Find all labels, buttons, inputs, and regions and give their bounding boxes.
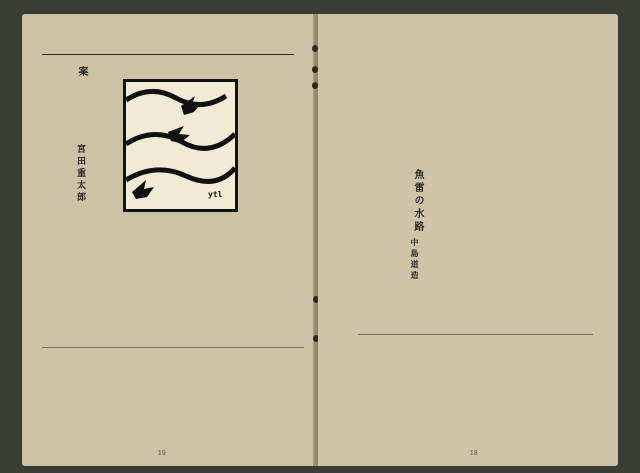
woodcut-illustration	[123, 79, 238, 212]
essay-author: 宮田重太郎	[75, 144, 85, 204]
left-page-number: 19	[158, 450, 166, 457]
top-rule	[42, 54, 294, 55]
left-column-lower	[42, 350, 304, 448]
right-column-lower	[358, 337, 593, 445]
article-author: 中島道造	[410, 238, 420, 282]
article-title: 魚雷の水路	[412, 169, 423, 234]
right-page-number: 18	[470, 450, 478, 457]
right-page	[318, 14, 618, 466]
column-divider	[42, 347, 304, 348]
right-column-upper	[358, 54, 593, 179]
essay-heading: 案	[76, 66, 87, 79]
column-divider	[358, 334, 593, 335]
woodcut-signature: ytl	[208, 190, 223, 199]
left-column-upper	[42, 241, 304, 346]
